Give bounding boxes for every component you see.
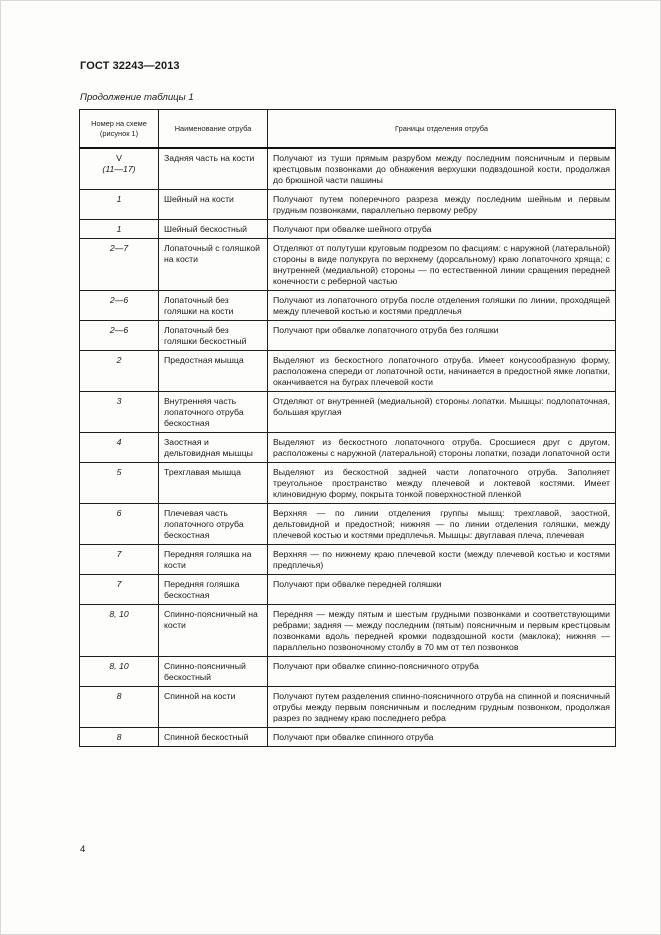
cell-boundaries: Получают при обвалке шейного отруба bbox=[268, 220, 616, 239]
cell-cut-name: Предостная мышца bbox=[159, 351, 268, 392]
scheme-number: 2 bbox=[116, 355, 122, 365]
table-row bbox=[80, 392, 616, 433]
cell-scheme-number bbox=[80, 575, 159, 605]
table-row bbox=[80, 321, 616, 351]
cell-boundaries: Получают при обвалке спинного отруба bbox=[268, 728, 616, 747]
cell-boundaries: Получают из лопаточного отруба после отделения голяшки по линии, проходящей между плечевой костью и костями предплечья bbox=[268, 291, 616, 321]
cell-cut-name: Шейный на кости bbox=[159, 190, 268, 220]
table-row bbox=[80, 575, 616, 605]
table-row bbox=[80, 687, 616, 728]
scheme-number: 1 bbox=[116, 224, 122, 234]
scheme-number: 8, 10 bbox=[109, 609, 129, 619]
cell-boundaries: Получают при обвалке передней голяшки bbox=[268, 575, 616, 605]
cell-cut-name: Задняя часть на кости bbox=[159, 148, 268, 190]
cell-scheme-number bbox=[80, 545, 159, 575]
table-row bbox=[80, 291, 616, 321]
table-header-row bbox=[80, 110, 616, 149]
cell-boundaries: Получают при обвалке лопаточного отруба без голяшки bbox=[268, 321, 616, 351]
cell-boundaries: Выделяют из бескостной задней части лопаточного отруба. Заполняет треугольное пространство между плечевой и локтевой костями. Имеет клиновидную форму, покрыта тонкой поверхностной пленкой bbox=[268, 463, 616, 504]
cell-cut-name: Спинно-поясничный бескостный bbox=[159, 657, 268, 687]
cell-scheme-number bbox=[80, 463, 159, 504]
cell-scheme-number bbox=[80, 657, 159, 687]
table-row bbox=[80, 463, 616, 504]
scheme-roman-number: V bbox=[116, 153, 122, 163]
scheme-number: 1 bbox=[116, 194, 122, 204]
cell-boundaries: Передняя — между пятым и шестым грудными позвонками и соответствующими ребрами; задняя — между последним (пятым) поясничным и первым крестцовым позвонками вдоль передней кромки подвздошной кости (маклока); нижняя — параллельно позвоночному столбу в 70 мм от тел позвонков bbox=[268, 605, 616, 657]
table-row bbox=[80, 605, 616, 657]
column-header-cut-name: Наименование отруба bbox=[159, 110, 268, 149]
cell-boundaries: Получают путем разделения спинно-поясничного отруба на спинной и поясничный отрубы между первым поясничным и последним грудным позвонком, продолжая разрез по заднему краю последнего ребра bbox=[268, 687, 616, 728]
cell-boundaries: Верхняя — по нижнему краю плечевой кости (между плечевой костью и костями предплечья) bbox=[268, 545, 616, 575]
cell-cut-name: Внутренняя часть лопаточного отруба бескостная bbox=[159, 392, 268, 433]
cell-scheme-number bbox=[80, 351, 159, 392]
table-row bbox=[80, 545, 616, 575]
cell-cut-name: Передняя голяшка бескостная bbox=[159, 575, 268, 605]
table-row bbox=[80, 728, 616, 747]
scheme-number: 8 bbox=[116, 691, 122, 701]
cell-boundaries: Выделяют из бескостного лопаточного отруба. Сросшиеся друг с другом, расположены с наружной (латеральной) стороны лопатки, позади лопаточной ости bbox=[268, 433, 616, 463]
scheme-number: 4 bbox=[116, 437, 122, 447]
table-row bbox=[80, 239, 616, 291]
cell-scheme-number bbox=[80, 728, 159, 747]
table-row bbox=[80, 504, 616, 545]
cell-boundaries: Получают путем поперечного разреза между последним шейным и первым грудным позвонками, параллельно первому ребру bbox=[268, 190, 616, 220]
cuts-table bbox=[79, 109, 616, 747]
cell-boundaries: Получают при обвалке спинно-поясничного отруба bbox=[268, 657, 616, 687]
scheme-number: 7 bbox=[116, 549, 122, 559]
scheme-number: 6 bbox=[116, 508, 122, 518]
cell-cut-name: Лопаточный с голяшкой на кости bbox=[159, 239, 268, 291]
table-row bbox=[80, 433, 616, 463]
cell-cut-name: Трехглавая мышца bbox=[159, 463, 268, 504]
table-row bbox=[80, 190, 616, 220]
page-number: 4 bbox=[80, 844, 86, 855]
table-row bbox=[80, 220, 616, 239]
cell-scheme-number bbox=[80, 321, 159, 351]
cell-scheme-number bbox=[80, 504, 159, 545]
document-header: ГОСТ 32243—2013 bbox=[80, 60, 180, 72]
table-row bbox=[80, 351, 616, 392]
cell-boundaries: Получают из туши прямым разрубом между последним поясничным и первым крестцовым позвонками до обнажения верхушки подвздошной кости, продолжая до брюшной части пашины bbox=[268, 148, 616, 190]
cell-cut-name: Спинной на кости bbox=[159, 687, 268, 728]
cell-scheme-number bbox=[80, 687, 159, 728]
cell-cut-name: Спинной бескостный bbox=[159, 728, 268, 747]
table-row bbox=[80, 148, 616, 190]
cell-cut-name: Заостная и дельтовидная мышцы bbox=[159, 433, 268, 463]
scheme-number: (11—17) bbox=[102, 164, 136, 174]
scheme-number: 2—7 bbox=[109, 243, 129, 253]
cell-boundaries: Верхняя — по линии отделения группы мышц: трехглавой, заостной, дельтовидной и предостной; нижняя — по линии отделения голяшки, между плечевой костью и костями предплечья. Мышцы: двуглавая плеча, плечевая bbox=[268, 504, 616, 545]
cell-scheme-number bbox=[80, 239, 159, 291]
cell-cut-name: Передняя голяшка на кости bbox=[159, 545, 268, 575]
cell-scheme-number bbox=[80, 291, 159, 321]
cell-boundaries: Выделяют из бескостного лопаточного отруба. Имеет конусообразную форму, расположена спереди от лопаточной ости, начинается в предостной ямке лопатки, оканчивается на буграх плечевой кости bbox=[268, 351, 616, 392]
table-continuation-caption: Продолжение таблицы 1 bbox=[80, 92, 194, 103]
scheme-number: 8, 10 bbox=[109, 661, 129, 671]
cell-scheme-number bbox=[80, 220, 159, 239]
scheme-number: 5 bbox=[116, 467, 122, 477]
cell-scheme-number bbox=[80, 148, 159, 190]
scheme-number: 7 bbox=[116, 579, 122, 589]
cell-scheme-number bbox=[80, 190, 159, 220]
cell-cut-name: Лопаточный без голяшки бескостный bbox=[159, 321, 268, 351]
column-header-boundaries: Границы отделения отруба bbox=[268, 110, 616, 149]
cell-cut-name: Шейный бескостный bbox=[159, 220, 268, 239]
cell-cut-name: Спинно-поясничный на кости bbox=[159, 605, 268, 657]
cell-scheme-number bbox=[80, 433, 159, 463]
cell-scheme-number bbox=[80, 392, 159, 433]
column-header-scheme-number: Номер на схеме (рисунок 1) bbox=[80, 110, 159, 149]
scheme-number: 3 bbox=[116, 396, 122, 406]
cell-cut-name: Лопаточный без голяшки на кости bbox=[159, 291, 268, 321]
scheme-number: 2—6 bbox=[109, 325, 129, 335]
cell-cut-name: Плечевая часть лопаточного отруба бескостная bbox=[159, 504, 268, 545]
cell-scheme-number bbox=[80, 605, 159, 657]
scheme-number: 8 bbox=[116, 732, 122, 742]
cell-boundaries: Отделяют от внутренней (медиальной) стороны лопатки. Мышцы: подлопаточная, большая круглая bbox=[268, 392, 616, 433]
scheme-number: 2—6 bbox=[109, 295, 129, 305]
table-row bbox=[80, 657, 616, 687]
cell-boundaries: Отделяют от полутуши круговым подрезом по фасциям: с наружной (латеральной) стороны в виде полукруга по верхнему (дорсальному) краю лопаточного хряща; с внутренней (медиальной) стороны — по естественной линии сращения передней конечности с реберной частью bbox=[268, 239, 616, 291]
